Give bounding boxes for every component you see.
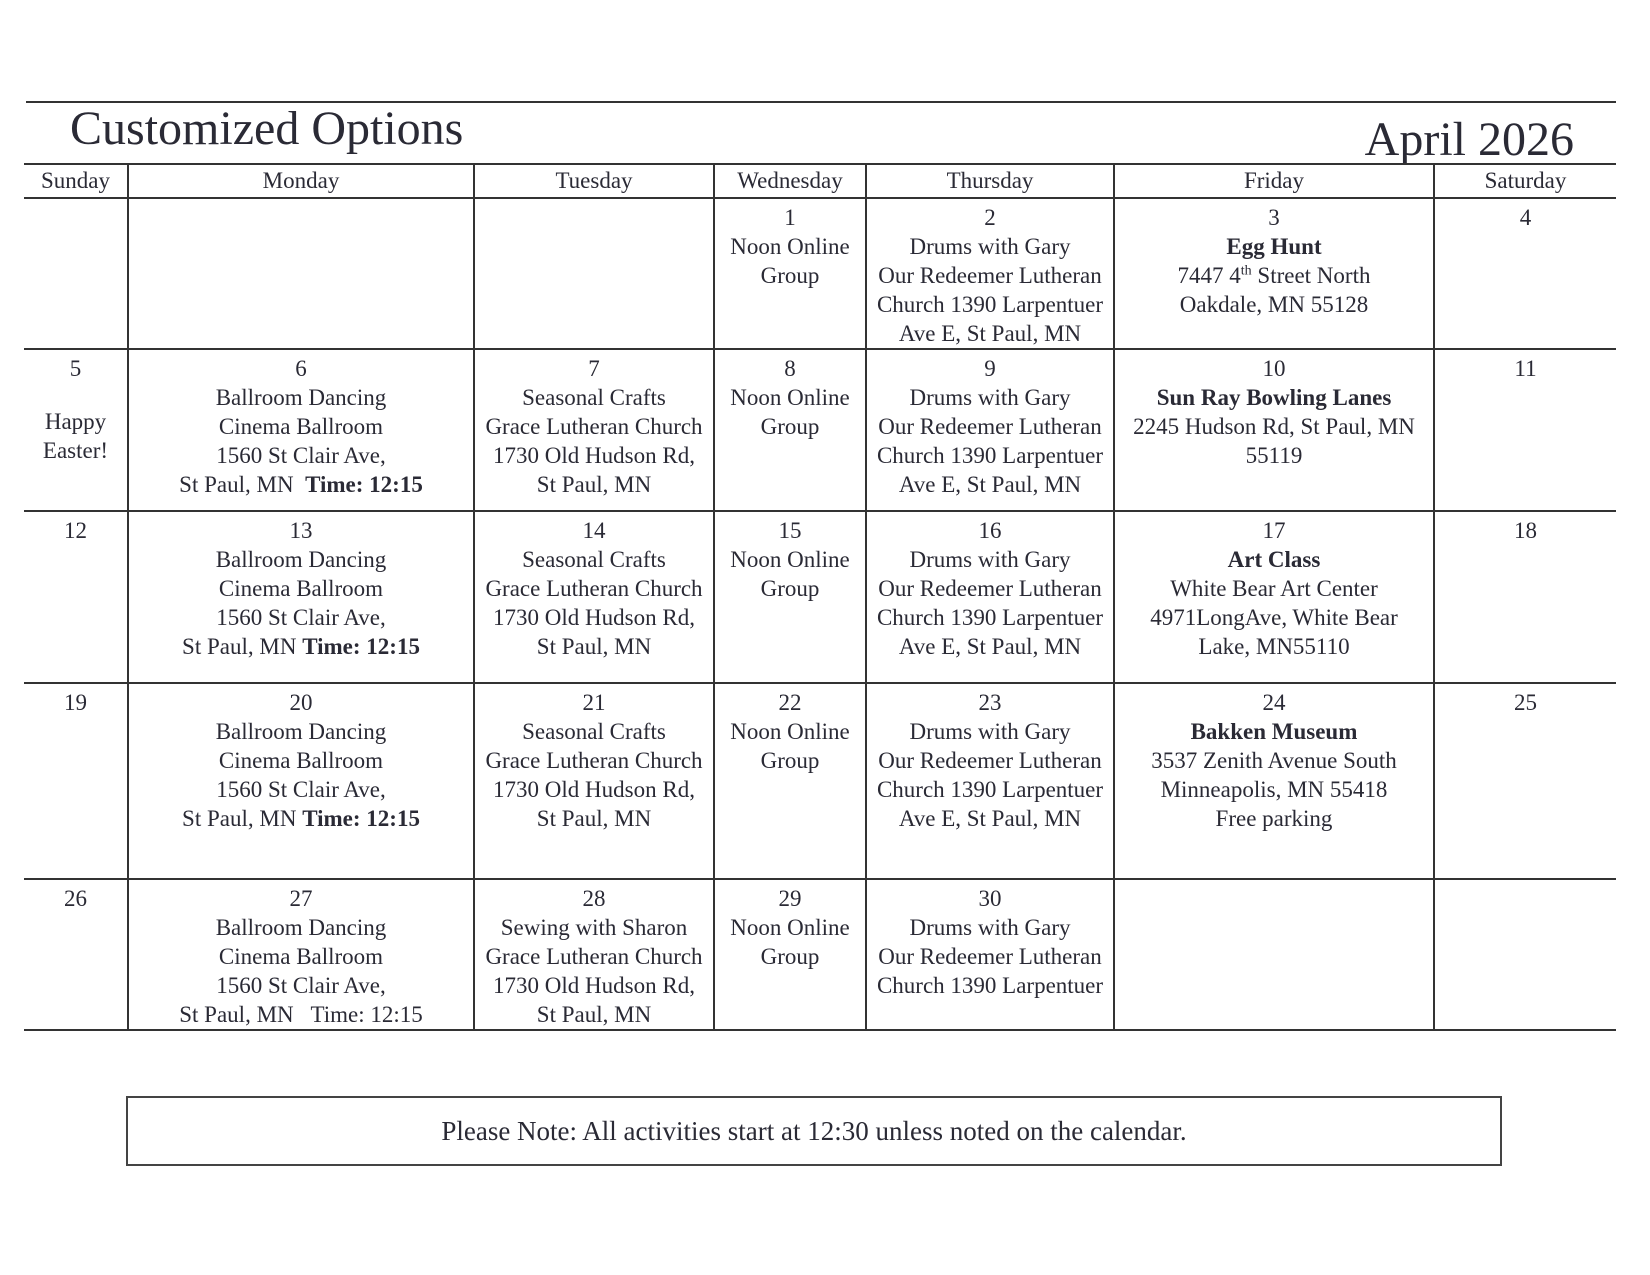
event-title: Seasonal Crafts [522, 385, 666, 410]
day-number: 1 [784, 205, 796, 230]
event-title: Ballroom Dancing [215, 915, 387, 940]
event-location: 1560 St Clair Ave, [216, 605, 386, 630]
event-location: Ave E, St Paul, MN [898, 472, 1082, 497]
event-city: St Paul, MN [182, 634, 297, 659]
event-time: Time: 12:15 [302, 634, 420, 659]
day-cell [1114, 683, 1434, 879]
event-location: 1730 Old Hudson Rd, [493, 973, 695, 998]
day-cell-empty [24, 198, 128, 349]
event-location: St Paul, MN [536, 1002, 652, 1027]
day-cell [714, 683, 866, 879]
weekday-saturday: Saturday [1434, 164, 1616, 198]
event-title: Group [760, 944, 820, 969]
day-cell [128, 511, 474, 683]
event-title: Ballroom Dancing [215, 385, 387, 410]
day-cell [474, 879, 714, 1030]
event-location: Church 1390 Larpentuer [876, 443, 1104, 468]
day-cell [1434, 198, 1616, 349]
day-number: 29 [778, 886, 802, 911]
weekday-header-row [24, 164, 1616, 198]
day-number: 9 [984, 356, 996, 381]
weekday-monday: Monday [128, 164, 474, 198]
weekday-thursday: Thursday [866, 164, 1114, 198]
day-cell [866, 879, 1114, 1030]
event-city: St Paul, MN [179, 472, 294, 497]
day-cell-empty [474, 198, 714, 349]
day-number: 25 [1514, 690, 1537, 715]
event-location: 1730 Old Hudson Rd, [493, 443, 695, 468]
event-location: 55119 [1245, 443, 1303, 468]
day-number: 27 [289, 886, 313, 911]
event-location: Our Redeemer Lutheran [878, 576, 1102, 601]
day-number: 4 [1519, 205, 1532, 230]
event-location: Cinema Ballroom [218, 944, 384, 969]
event-address [1119, 261, 1429, 290]
event-location: Minneapolis, MN 55418 [1160, 777, 1388, 802]
event-title: Noon Online [730, 547, 850, 572]
event-location: 1560 St Clair Ave, [216, 443, 386, 468]
day-number: 28 [582, 886, 606, 911]
day-number: 23 [978, 690, 1002, 715]
day-cell-empty [1434, 879, 1616, 1030]
day-cell [24, 349, 128, 511]
event-location: 1560 St Clair Ave, [216, 777, 386, 802]
event-title: Noon Online [730, 234, 850, 259]
event-title: Drums with Gary [909, 719, 1071, 744]
event-city-time [133, 1000, 469, 1029]
day-number: 30 [978, 886, 1002, 911]
day-cell [866, 511, 1114, 683]
day-cell-empty [128, 198, 474, 349]
event-location: Our Redeemer Lutheran [878, 748, 1102, 773]
event-city-time [133, 804, 469, 833]
day-cell [714, 349, 866, 511]
day-number: 22 [778, 690, 802, 715]
event-address-text: 7447 4th Street North [1177, 263, 1371, 288]
event-city-time [133, 470, 469, 499]
day-cell [474, 683, 714, 879]
holiday-line: Happy [44, 409, 107, 434]
event-title: Drums with Gary [909, 915, 1071, 940]
event-title: Drums with Gary [909, 234, 1071, 259]
event-city-time [133, 632, 469, 661]
event-location: Church 1390 Larpentuer [876, 777, 1104, 802]
day-number: 19 [64, 690, 87, 715]
day-number: 6 [295, 356, 307, 381]
event-title: Ballroom Dancing [215, 547, 387, 572]
day-number: 26 [64, 886, 87, 911]
event-title: Noon Online [730, 385, 850, 410]
event-location: 1730 Old Hudson Rd, [493, 777, 695, 802]
holiday-note [28, 407, 123, 465]
footer-note: Please Note: All activities start at 12:30 unless noted on the calendar. [126, 1096, 1502, 1166]
event-location: Cinema Ballroom [218, 414, 384, 439]
event-note: Free parking [1215, 806, 1333, 831]
event-location: St Paul, MN [536, 472, 652, 497]
page-title: Customized Options [70, 102, 464, 155]
day-cell [128, 683, 474, 879]
day-cell [1434, 511, 1616, 683]
day-cell [866, 349, 1114, 511]
event-title: Sewing with Sharon [500, 915, 688, 940]
event-location: Church 1390 Larpentuer [876, 973, 1104, 998]
day-number: 21 [582, 690, 606, 715]
day-number: 3 [1268, 205, 1280, 230]
day-number: 7 [588, 356, 600, 381]
day-cell [474, 349, 714, 511]
event-location: Church 1390 Larpentuer [876, 605, 1104, 630]
event-location: St Paul, MN [536, 806, 652, 831]
day-number: 14 [582, 518, 606, 543]
day-number: 10 [1262, 356, 1286, 381]
day-number: 11 [1514, 356, 1537, 381]
day-cell [714, 879, 866, 1030]
event-location: Our Redeemer Lutheran [878, 263, 1102, 288]
day-number: 24 [1262, 690, 1286, 715]
day-number: 12 [64, 518, 87, 543]
event-location: 1560 St Clair Ave, [216, 973, 386, 998]
event-time: Time: 12:15 [310, 1002, 423, 1027]
event-title: Noon Online [730, 719, 850, 744]
event-title: Sun Ray Bowling Lanes [1156, 385, 1392, 410]
event-location: Ave E, St Paul, MN [898, 806, 1082, 831]
weekday-tuesday: Tuesday [474, 164, 714, 198]
event-time: Time: 12:15 [302, 806, 420, 831]
day-cell [866, 198, 1114, 349]
event-location: Church 1390 Larpentuer [876, 292, 1104, 317]
event-location: Oakdale, MN 55128 [1179, 292, 1369, 317]
week-row [24, 198, 1616, 349]
event-location: Our Redeemer Lutheran [878, 944, 1102, 969]
event-location: 4971LongAve, White Bear [1150, 605, 1398, 630]
day-number: 13 [289, 518, 313, 543]
day-cell [714, 198, 866, 349]
day-cell [866, 683, 1114, 879]
event-city: St Paul, MN [182, 806, 297, 831]
event-location: 2245 Hudson Rd, St Paul, MN [1133, 414, 1415, 439]
event-title: Group [760, 263, 820, 288]
event-title: Art Class [1227, 547, 1321, 572]
week-row [24, 511, 1616, 683]
day-number: 18 [1514, 518, 1537, 543]
event-title: Ballroom Dancing [215, 719, 387, 744]
day-cell [1114, 511, 1434, 683]
holiday-line: Easter! [42, 438, 109, 463]
event-location: Cinema Ballroom [218, 748, 384, 773]
day-number: 2 [984, 205, 996, 230]
day-number: 17 [1262, 518, 1286, 543]
weekday-sunday: Sunday [24, 164, 128, 198]
event-location: Grace Lutheran Church [485, 944, 703, 969]
week-row [24, 879, 1616, 1030]
event-location: Cinema Ballroom [218, 576, 384, 601]
event-location: Lake, MN55110 [1198, 634, 1350, 659]
event-location: 3537 Zenith Avenue South [1151, 748, 1397, 773]
day-number: 20 [289, 690, 313, 715]
day-cell [1434, 349, 1616, 511]
event-title: Seasonal Crafts [522, 719, 666, 744]
day-number: 16 [978, 518, 1002, 543]
event-location: Our Redeemer Lutheran [878, 414, 1102, 439]
day-cell [714, 511, 866, 683]
event-city: St Paul, MN [179, 1002, 294, 1027]
event-title: Drums with Gary [909, 547, 1071, 572]
day-cell [24, 683, 128, 879]
day-number: 5 [69, 356, 82, 381]
week-row [24, 683, 1616, 879]
day-cell-empty [1114, 879, 1434, 1030]
day-cell [24, 511, 128, 683]
day-cell [1114, 349, 1434, 511]
day-cell [128, 879, 474, 1030]
event-title: Group [760, 414, 820, 439]
event-title: Bakken Museum [1190, 719, 1358, 744]
event-title: Group [760, 748, 820, 773]
calendar-grid [24, 163, 1616, 1031]
weekday-wednesday: Wednesday [714, 164, 866, 198]
event-location: White Bear Art Center [1170, 576, 1378, 601]
week-row [24, 349, 1616, 511]
event-title: Drums with Gary [909, 385, 1071, 410]
day-number: 8 [784, 356, 796, 381]
event-title: Noon Online [730, 915, 850, 940]
event-time: Time: 12:15 [305, 472, 423, 497]
event-location: 1730 Old Hudson Rd, [493, 605, 695, 630]
day-cell [128, 349, 474, 511]
event-title: Egg Hunt [1226, 234, 1322, 259]
event-title: Seasonal Crafts [522, 547, 666, 572]
event-location: Grace Lutheran Church [485, 576, 703, 601]
event-location: Grace Lutheran Church [485, 748, 703, 773]
month-label: April 2026 [1364, 113, 1574, 166]
event-location: Grace Lutheran Church [485, 414, 703, 439]
day-cell [474, 511, 714, 683]
event-location: Ave E, St Paul, MN [898, 321, 1082, 346]
day-cell [1434, 683, 1616, 879]
day-cell [24, 879, 128, 1030]
day-number: 15 [778, 518, 802, 543]
event-title: Group [760, 576, 820, 601]
event-location: St Paul, MN [536, 634, 652, 659]
weekday-friday: Friday [1114, 164, 1434, 198]
event-location: Ave E, St Paul, MN [898, 634, 1082, 659]
day-cell [1114, 198, 1434, 349]
